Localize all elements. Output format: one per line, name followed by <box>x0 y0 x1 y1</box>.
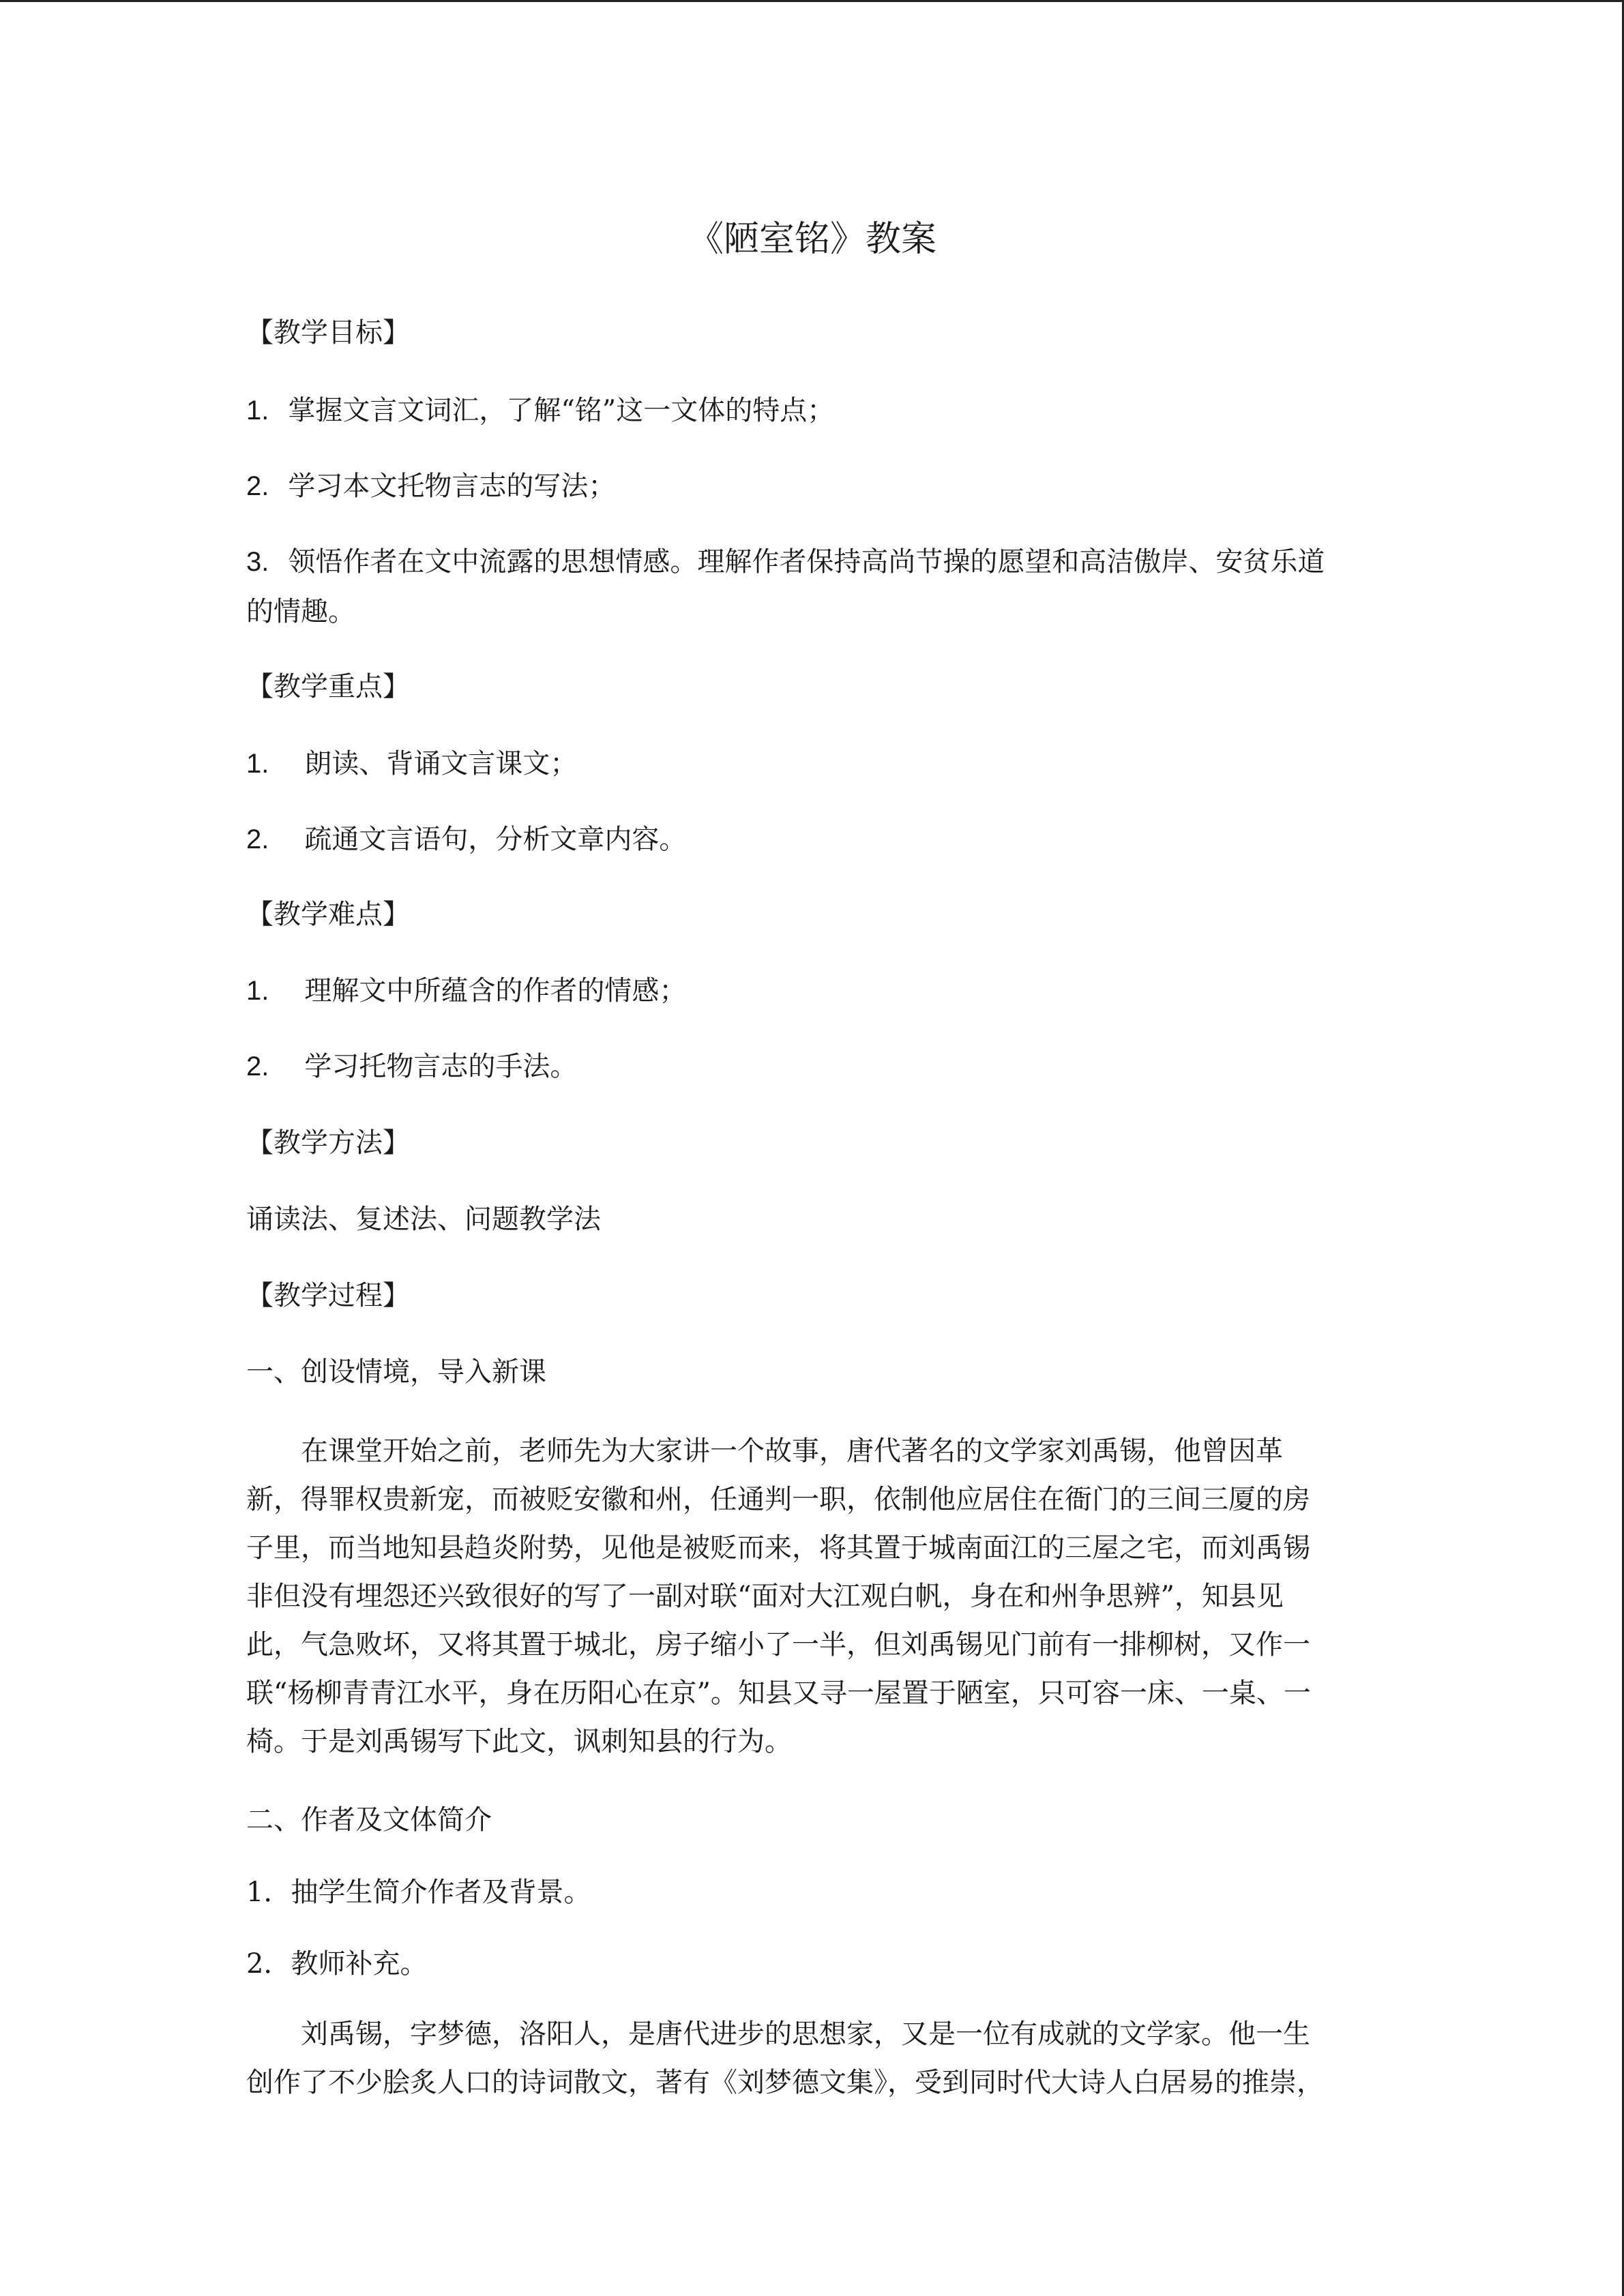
key-points-heading: 【教学重点】 <box>246 671 410 702</box>
key-point-item-2 <box>246 820 686 859</box>
methods-heading: 【教学方法】 <box>246 1127 410 1159</box>
objectives-heading: 【教学目标】 <box>246 317 410 348</box>
difficulty-text: 学习托物言志的手法。 <box>304 1051 578 1082</box>
step1-heading: 一、创设情境，导入新课 <box>246 1356 546 1388</box>
author-intro-paragraph <box>246 2010 1378 2107</box>
step2-heading: 二、作者及文体简介 <box>246 1804 492 1836</box>
objective-item-2 <box>246 467 615 505</box>
paragraph-line: 创作了不少脍炙人口的诗词散文，著有《刘梦德文集》，受到同时代大诗人白居易的推崇， <box>246 2067 1324 2098</box>
paragraph-line: 新，得罪权贵新宠，而被贬安徽和州，任通判一职，依制他应居住在衙门的三间三厦的房 <box>246 1484 1310 1515</box>
paragraph-line: 非但没有埋怨还兴致很好的写了一副对联“面对大江观白帆，身在和州争思辨”，知县见 <box>246 1581 1284 1612</box>
process-heading: 【教学过程】 <box>246 1280 410 1311</box>
list-number: 2. <box>246 1052 269 1082</box>
paragraph-line: 子里，而当地知县趋炎附势，见他是被贬而来，将其置于城南面江的三屋之宅，而刘禹锡 <box>246 1532 1310 1564</box>
objective-item-3 <box>246 543 1325 581</box>
paragraph-line: 此，气急败坏，又将其置于城北，房子缩小了一半，但刘禹锡见门前有一排柳树，又作一 <box>246 1629 1310 1660</box>
paragraph-line: 在课堂开始之前，老师先为大家讲一个故事，唐代著名的文学家刘禹锡，他曾因革 <box>301 1435 1283 1467</box>
key-point-text: 朗读、背诵文言课文； <box>304 748 578 779</box>
objective-text: 掌握文言文词汇，了解“铭”这一文体的特点； <box>288 395 835 426</box>
paragraph-line: 联“杨柳青青江水平，身在历阳心在京”。知县又寻一屋置于陋室，只可容一床、一桌、一 <box>246 1678 1311 1709</box>
step2-item-2: 2．教师补充。 <box>246 1948 428 1980</box>
step2-item-1: 1．抽学生简介作者及背景。 <box>246 1877 591 1908</box>
paragraph-line: 刘禹锡，字梦德，洛阳人，是唐代进步的思想家，又是一位有成就的文学家。他一生 <box>301 2018 1310 2050</box>
key-point-item-1 <box>246 745 577 783</box>
key-point-text: 疏通文言语句，分析文章内容。 <box>304 824 687 855</box>
difficulty-item-2 <box>246 1047 577 1086</box>
difficulty-item-1 <box>246 972 686 1010</box>
difficulty-text: 理解文中所蕴含的作者的情感； <box>304 975 687 1007</box>
list-number: 1. <box>246 396 269 426</box>
methods-text: 诵读法、复述法、问题教学法 <box>246 1204 601 1235</box>
list-number: 2. <box>246 824 269 854</box>
objective-item-3-continued: 的情趣。 <box>246 596 355 627</box>
list-number: 3. <box>246 547 269 577</box>
difficulties-heading: 【教学难点】 <box>246 899 410 930</box>
list-number: 2. <box>246 471 269 501</box>
document-title: 《陋室铭》教案 <box>688 219 936 260</box>
paragraph-line: 椅。于是刘禹锡写下此文，讽刺知县的行为。 <box>246 1726 792 1757</box>
step1-story-paragraph <box>246 1427 1378 1766</box>
objective-text: 领悟作者在文中流露的思想情感。理解作者保持高尚节操的愿望和高洁傲岸、安贫乐道 <box>288 546 1325 578</box>
list-number: 1. <box>246 976 269 1006</box>
objective-text: 学习本文托物言志的写法； <box>288 471 616 502</box>
objective-item-1 <box>246 391 834 430</box>
page-top-border <box>0 0 1624 2</box>
list-number: 1. <box>246 749 269 779</box>
